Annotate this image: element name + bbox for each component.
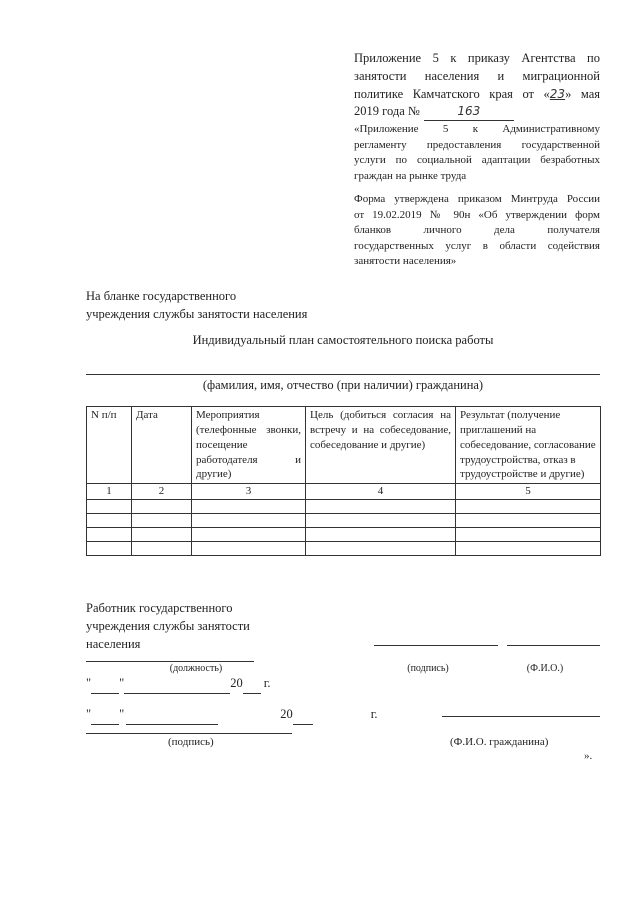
worker-line: учреждения службы занятости <box>86 618 250 633</box>
letterhead-line: учреждения службы занятости населения <box>86 306 308 321</box>
worker-line: населения <box>86 636 141 651</box>
citizen-date-month[interactable] <box>126 706 218 725</box>
worker-date: " " 20 г. <box>86 675 271 694</box>
table-cell[interactable] <box>132 542 192 556</box>
table-cell[interactable] <box>456 542 601 556</box>
form-note-line: Форма утверждена приказом Минтруда России <box>354 193 600 205</box>
form-note-line: государственных услуг в области содействия <box>354 239 600 252</box>
table-cell[interactable] <box>456 500 601 514</box>
reglament-line: услуги по социальной адаптации безработных <box>354 154 600 167</box>
citizen-date-day[interactable] <box>91 706 119 725</box>
citizen-fio-caption: (Ф.И.О. гражданина) <box>450 736 549 748</box>
worker-title <box>86 600 250 653</box>
handwritten-day: 23 <box>549 86 566 101</box>
table-cell[interactable] <box>306 514 456 528</box>
table-cell[interactable] <box>306 528 456 542</box>
table-row <box>87 528 601 542</box>
form-note-line: от 19.02.2019 № 90н «Об утверждении форм <box>354 208 600 221</box>
table-cell[interactable] <box>132 514 192 528</box>
table-cell[interactable] <box>456 514 601 528</box>
appendix-line: политике Камчатского края от «23» мая <box>354 86 600 101</box>
header-cell-date: Дата <box>132 407 192 484</box>
header-cell-activities: Мероприятия (телефонные звонки, посещение работодателя и другие) <box>192 407 306 484</box>
column-number: 5 <box>456 484 601 500</box>
letterhead <box>86 288 307 324</box>
table-cell[interactable] <box>87 528 132 542</box>
letterhead-line: На бланке государственного <box>86 289 237 303</box>
table-row <box>87 500 601 514</box>
worker-signature-caption: (подпись) <box>407 663 449 674</box>
table-cell[interactable] <box>192 514 306 528</box>
citizen-date-year[interactable] <box>293 706 313 725</box>
closing-quote: ». <box>584 750 593 762</box>
column-number: 4 <box>306 484 456 500</box>
column-number: 1 <box>87 484 132 500</box>
table-row <box>87 542 601 556</box>
appendix-line: Приложение 5 к приказу Агентства по <box>354 51 600 65</box>
worker-date-month[interactable] <box>124 675 230 694</box>
table-cell[interactable] <box>456 528 601 542</box>
table-cell[interactable] <box>192 542 306 556</box>
table-cell[interactable] <box>192 528 306 542</box>
table-cell[interactable] <box>87 514 132 528</box>
table-cell[interactable] <box>132 500 192 514</box>
table-cell[interactable] <box>306 542 456 556</box>
header-cell-number: N п/п <box>87 407 132 484</box>
citizen-signature-caption: (подпись) <box>168 736 214 748</box>
handwritten-number: 163 <box>424 103 514 121</box>
reglament-line: «Приложение 5 к Административному <box>354 123 600 135</box>
page-title: Индивидуальный план самостоятельного поиска работы <box>192 333 494 347</box>
citizen-fio-line[interactable] <box>442 716 600 717</box>
column-number: 2 <box>132 484 192 500</box>
worker-position-line[interactable] <box>86 661 254 662</box>
table-cell[interactable] <box>192 500 306 514</box>
form-note-line: бланков личного дела получателя <box>354 224 600 237</box>
header-cell-result: Результат (получение приглашений на собеседование, согласование трудоустройства, отказ в трудоустройстве и другие) <box>456 407 601 484</box>
worker-fio-caption: (Ф.И.О.) <box>526 663 564 674</box>
reglament-line: граждан на рынке труда <box>354 169 467 182</box>
form-note-line: занятости населения» <box>354 255 457 268</box>
worker-line: Работник государственного <box>86 601 233 615</box>
worker-date-day[interactable] <box>91 675 119 694</box>
column-number: 3 <box>192 484 306 500</box>
appendix-reference <box>354 50 600 121</box>
table-row <box>87 514 601 528</box>
worker-fio-line[interactable] <box>507 645 600 646</box>
table-cell[interactable] <box>87 542 132 556</box>
appendix-line: занятости населения и миграционной <box>354 68 600 83</box>
table-cell[interactable] <box>132 528 192 542</box>
worker-signature-line[interactable] <box>374 645 498 646</box>
worker-date-year[interactable] <box>243 675 261 694</box>
table-cell[interactable] <box>87 500 132 514</box>
name-caption: (фамилия, имя, отчество (при наличии) гражданина) <box>202 378 484 392</box>
appendix-line: 2019 года № 163 <box>354 103 600 121</box>
name-line[interactable] <box>86 374 600 375</box>
form-approval-note <box>354 192 600 270</box>
worker-position-caption: (должность) <box>169 663 223 674</box>
citizen-date: " " 20 г. <box>86 706 378 725</box>
table-cell[interactable] <box>306 500 456 514</box>
reglament-reference <box>354 122 600 184</box>
reglament-line: регламенту предоставления государственной <box>354 138 600 151</box>
plan-table <box>86 406 601 556</box>
header-cell-goal: Цель (добиться согласия на встречу и на собеседование, собеседование и другие) <box>306 407 456 484</box>
table-number-row <box>87 484 601 500</box>
citizen-signature-line[interactable] <box>86 733 292 734</box>
table-header-row <box>87 407 601 484</box>
